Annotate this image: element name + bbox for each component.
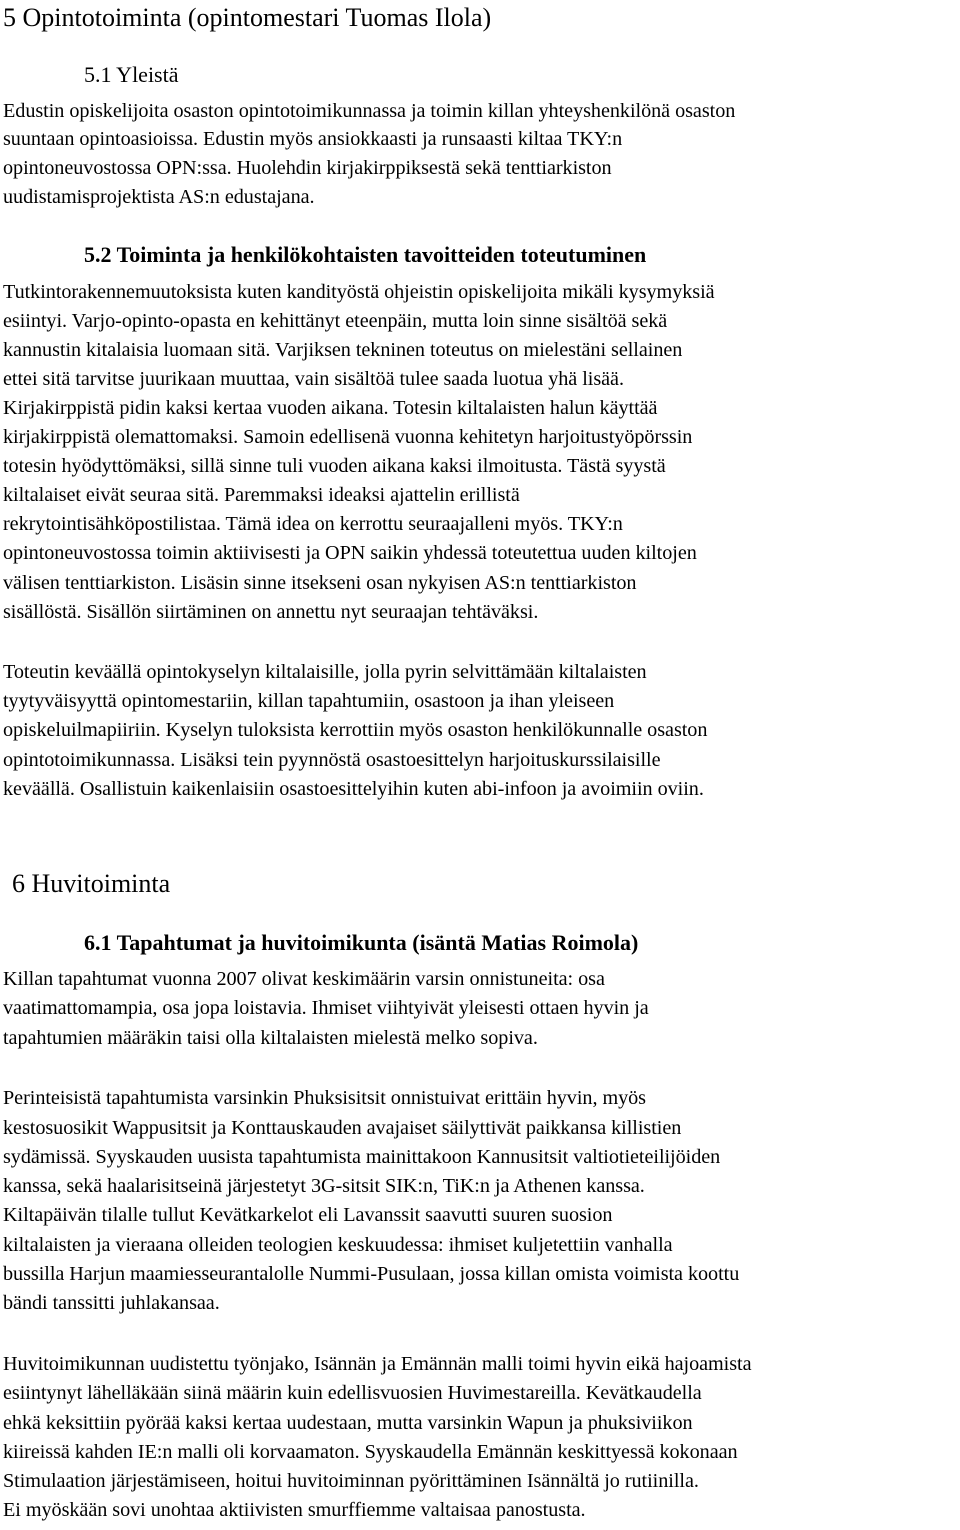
text-line: suuntaan opintoasioissa. Edustin myös ansiokkaasti ja runsaasti kiltaa TKY:n [3, 128, 623, 150]
section-5-1-heading: 5.1 Yleistä [84, 62, 179, 87]
text-line: bussilla Harjun maamiesseurantalolle Nummi-Pusulaan, jossa killan omista voimista koottu [3, 1263, 740, 1285]
text-line: totesin hyödyttömäksi, sillä sinne tuli vuoden aikana kaksi ilmoitusta. Tästä syystä [3, 455, 666, 477]
text-line: esiintyi. Varjo-opinto-opasta en kehittänyt eteenpäin, mutta loin sinne sisältöä sekä [3, 310, 668, 332]
text-line: kirjakirppistä olemattomaksi. Samoin edellisenä vuonna kehitetyn harjoitustyöpörssin [3, 426, 693, 448]
text-line: vaatimattomampia, osa jopa loistavia. Ihmiset viihtyivät yleisesti ottaen hyvin ja [3, 997, 649, 1019]
text-line: ettei sitä tarvitse juurikaan muuttaa, vain sisältöä tulee saada luotua yhä lisää. [3, 368, 624, 390]
text-line: Huvitoimikunnan uudistettu työnjako, Isännän ja Emännän malli toimi hyvin eikä hajoamista [3, 1353, 752, 1375]
text-line: sydämissä. Syyskauden uusista tapahtumista mainittakoon Kannusitsit valtiotieteilijöiden [3, 1146, 721, 1168]
text-line: Stimulaation järjestämiseen, hoitui huvitoiminnan pyörittäminen Isännältä jo rutiinilla. [3, 1470, 699, 1492]
section-6-heading: 6 Huvitoiminta [12, 869, 171, 898]
text-line: Kirjakirppistä pidin kaksi kertaa vuoden aikana. Totesin kiltalaisten halun käyttää [3, 397, 658, 419]
text-line: opiskeluilmapiiriin. Kyselyn tuloksista kerrottiin myös osaston henkilökunnalle osaston [3, 719, 708, 741]
text-line: opintoneuvostossa toimin aktiivisesti ja OPN saikin yhdessä toteutettua uuden kiltojen [3, 542, 697, 564]
text-line: kiltalaisten ja vieraana olleiden teologien keskuudessa: ihmiset kuljetettiin vanhalla [3, 1234, 673, 1256]
text-line: opintoneuvostossa OPN:ssa. Huolehdin kirjakirppiksestä sekä tenttiarkiston [3, 157, 612, 179]
text-line: keväällä. Osallistuin kaikenlaisiin osastoesittelyihin kuten abi-infoon ja avoimiin oviin. [3, 778, 704, 800]
text-line: Toteutin keväällä opintokyselyn kiltalaisille, jolla pyrin selvittämään kiltalaisten [3, 661, 647, 683]
text-line: välisen tenttiarkiston. Lisäsin sinne itsekseni osan nykyisen AS:n tenttiarkiston [3, 572, 637, 594]
text-line: kiireissä kahden IE:n malli oli korvaamaton. Syyskaudella Emännän keskittyessä kokonaan [3, 1441, 738, 1463]
text-line: ehkä keksittiin pyörää kaksi kertaa uudestaan, mutta varsinkin Wapun ja phuksiviikon [3, 1412, 693, 1434]
text-line: bändi tanssitti juhlakansaa. [3, 1292, 220, 1314]
text-line: kiltalaiset eivät seuraa sitä. Paremmaksi ideaksi ajattelin erillistä [3, 484, 520, 506]
text-line: kannustin kitalaisia luomaan sitä. Varjiksen tekninen toteutus on mielestäni sellainen [3, 339, 683, 361]
text-line: Perinteisistä tapahtumista varsinkin Phuksisitsit onnistuivat erittäin hyvin, myös [3, 1087, 646, 1109]
text-line: Tutkintorakennemuutoksista kuten kandityöstä ohjeistin opiskelijoita mikäli kysymyksiä [3, 281, 715, 303]
text-line: uudistamisprojektista AS:n edustajana. [3, 186, 315, 208]
text-line: Ei myöskään sovi unohtaa aktiivisten smurffiemme valtaisaa panostusta. [3, 1499, 586, 1521]
text-line: esiintynyt lähelläkään siinä määrin kuin edellisvuosien Huvimestareilla. Kevätkaudella [3, 1382, 702, 1404]
text-line: sisällöstä. Sisällön siirtäminen on annettu nyt seuraajan tehtäväksi. [3, 601, 539, 623]
text-line: Kiltapäivän tilalle tullut Kevätkarkelot eli Lavanssit saavutti suuren suosion [3, 1204, 613, 1226]
text-line: tapahtumien määräkin taisi olla kiltalaisten mielestä melko sopiva. [3, 1027, 538, 1049]
text-line: Killan tapahtumat vuonna 2007 olivat keskimäärin varsin onnistuneita: osa [3, 968, 605, 990]
section-5-2-heading: 5.2 Toiminta ja henkilökohtaisten tavoitteiden toteutuminen [84, 242, 647, 267]
text-line: Edustin opiskelijoita osaston opintotoimikunnassa ja toimin killan yhteyshenkilönä osaston [3, 100, 736, 122]
text-line: tyytyväisyyttä opintomestariin, killan tapahtumiin, osastoon ja ihan yleiseen [3, 690, 615, 712]
section-6-1-heading: 6.1 Tapahtumat ja huvitoimikunta (isäntä Matias Roimola) [84, 930, 639, 955]
text-line: opintotoimikunnassa. Lisäksi tein pyynnöstä osastoesittelyn harjoituskurssilaisille [3, 749, 661, 771]
section-5-heading: 5 Opintotoiminta (opintomestari Tuomas Ilola) [3, 3, 492, 32]
text-line: kanssa, sekä haalarisitseinä järjestetyt 3G-sitsit SIK:n, TiK:n ja Athenen kanssa. [3, 1175, 645, 1197]
text-line: kestosuosikit Wappusitsit ja Konttauskauden avajaiset säilyttivät paikkansa killistien [3, 1117, 682, 1139]
text-line: rekrytointisähköpostilistaa. Tämä idea on kerrottu seuraajalleni myös. TKY:n [3, 513, 623, 535]
